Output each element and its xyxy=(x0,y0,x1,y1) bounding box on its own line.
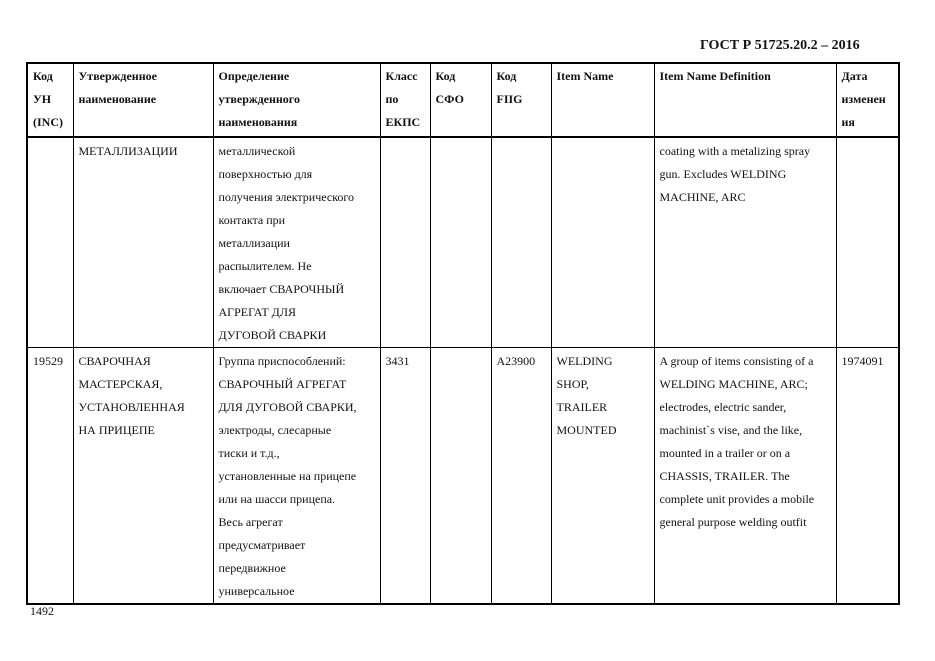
text-line: ДУГОВОЙ СВАРКИ xyxy=(218,328,327,342)
header-row xyxy=(27,63,899,137)
text-line: наименования xyxy=(218,115,298,129)
text-line: FIIG xyxy=(496,92,523,106)
text-line: утвержденного xyxy=(218,92,300,106)
col-header-approved-name xyxy=(73,63,213,137)
text-line: или на шасси прицепа. xyxy=(218,492,336,506)
text-line: МАСТЕРСКАЯ, xyxy=(78,377,163,391)
text-line: по xyxy=(385,92,399,106)
text-line: НА ПРИЦЕПЕ xyxy=(78,423,155,437)
text-line: МЕТАЛЛИЗАЦИИ xyxy=(78,144,178,158)
col-header-ekps-class xyxy=(380,63,430,137)
table-row xyxy=(27,137,899,348)
cell-fiig-code xyxy=(491,137,551,348)
text-line: Item Name Definition xyxy=(659,69,771,83)
text-line: получения электрического xyxy=(218,190,355,204)
cell-ekps-class xyxy=(380,137,430,348)
text-line: WELDING MACHINE, ARC; xyxy=(659,377,808,391)
text-line: включает СВАРОЧНЫЙ xyxy=(218,282,345,296)
text-line: СВАРОЧНЫЙ АГРЕГАТ xyxy=(218,377,347,391)
text-line: electrodes, electric sander, xyxy=(659,400,787,414)
text-line: наименование xyxy=(78,92,157,106)
cell-sfo-code xyxy=(430,348,491,605)
text-line: 1974091 xyxy=(841,354,884,368)
text-line: A23900 xyxy=(496,354,536,368)
text-line: изменен xyxy=(841,92,886,106)
text-line: АГРЕГАТ ДЛЯ xyxy=(218,305,297,319)
text-line: ЕКПС xyxy=(385,115,421,129)
text-line: Определение xyxy=(218,69,290,83)
text-line: (INC) xyxy=(33,115,63,129)
text-line: Код xyxy=(496,69,517,83)
cell-sfo-code xyxy=(430,137,491,348)
classification-table xyxy=(26,62,900,605)
col-header-fiig-code xyxy=(491,63,551,137)
text-line: MOUNTED xyxy=(556,423,617,437)
text-line: тиски и т.д., xyxy=(218,446,280,460)
text-line: gun. Excludes WELDING xyxy=(659,167,787,181)
text-line: MACHINE, ARC xyxy=(659,190,746,204)
cell-item-name xyxy=(551,137,654,348)
text-line: Класс xyxy=(385,69,418,83)
col-header-sfo-code xyxy=(430,63,491,137)
text-line: ия xyxy=(841,115,855,129)
text-line: complete unit provides a mobile xyxy=(659,492,815,506)
cell-item-name-definition xyxy=(654,348,836,605)
cell-item-name xyxy=(551,348,654,605)
text-line: универсальное xyxy=(218,584,295,598)
text-line: металлической xyxy=(218,144,296,158)
text-line: поверхностью для xyxy=(218,167,313,181)
text-line: ДЛЯ ДУГОВОЙ СВАРКИ, xyxy=(218,400,357,414)
cell-definition xyxy=(213,348,380,605)
text-line: A group of items consisting of a xyxy=(659,354,814,368)
cell-change-date xyxy=(836,348,899,605)
cell-inc xyxy=(27,348,73,605)
cell-approved-name xyxy=(73,348,213,605)
text-line: WELDING xyxy=(556,354,613,368)
cell-ekps-class xyxy=(380,348,430,605)
col-header-inc xyxy=(27,63,73,137)
text-line: УСТАНОВЛЕННАЯ xyxy=(78,400,185,414)
col-header-change-date xyxy=(836,63,899,137)
cell-approved-name xyxy=(73,137,213,348)
text-line: Код xyxy=(33,69,53,83)
text-line: machinist`s vise, and the like, xyxy=(659,423,803,437)
text-line: СВАРОЧНАЯ xyxy=(78,354,151,368)
text-line: Item Name xyxy=(556,69,614,83)
text-line: распылителем. Не xyxy=(218,259,312,273)
text-line: TRAILER xyxy=(556,400,608,414)
text-line: coating with a metalizing spray xyxy=(659,144,811,158)
page-number: 1492 xyxy=(30,604,54,618)
text-line: Дата xyxy=(841,69,868,83)
text-line: mounted in a trailer or on a xyxy=(659,446,791,460)
cell-fiig-code xyxy=(491,348,551,605)
text-line: металлизации xyxy=(218,236,290,250)
text-line: SHOP, xyxy=(556,377,589,391)
standard-designation: ГОСТ Р 51725.20.2 – 2016 xyxy=(700,38,860,53)
cell-definition xyxy=(213,137,380,348)
cell-inc xyxy=(27,137,73,348)
text-line: установленные на прицепе xyxy=(218,469,357,483)
text-line: general purpose welding outfit xyxy=(659,515,807,529)
cell-change-date xyxy=(836,137,899,348)
text-line: Весь агрегат xyxy=(218,515,283,529)
col-header-item-name-definition xyxy=(654,63,836,137)
text-line: контакта при xyxy=(218,213,286,227)
col-header-definition xyxy=(213,63,380,137)
text-line: Группа приспособлений: xyxy=(218,354,346,368)
text-line: 19529 xyxy=(33,354,63,368)
text-line: CHASSIS, TRAILER. The xyxy=(659,469,790,483)
text-line: УН xyxy=(33,92,52,106)
text-line: предусматривает xyxy=(218,538,306,552)
text-line: СФО xyxy=(435,92,464,106)
col-header-item-name xyxy=(551,63,654,137)
text-line: Код xyxy=(435,69,456,83)
table-row xyxy=(27,348,899,605)
text-line: Утвержденное xyxy=(78,69,157,83)
text-line: 3431 xyxy=(385,354,410,368)
cell-item-name-definition xyxy=(654,137,836,348)
text-line: передвижное xyxy=(218,561,286,575)
text-line: электроды, слесарные xyxy=(218,423,332,437)
